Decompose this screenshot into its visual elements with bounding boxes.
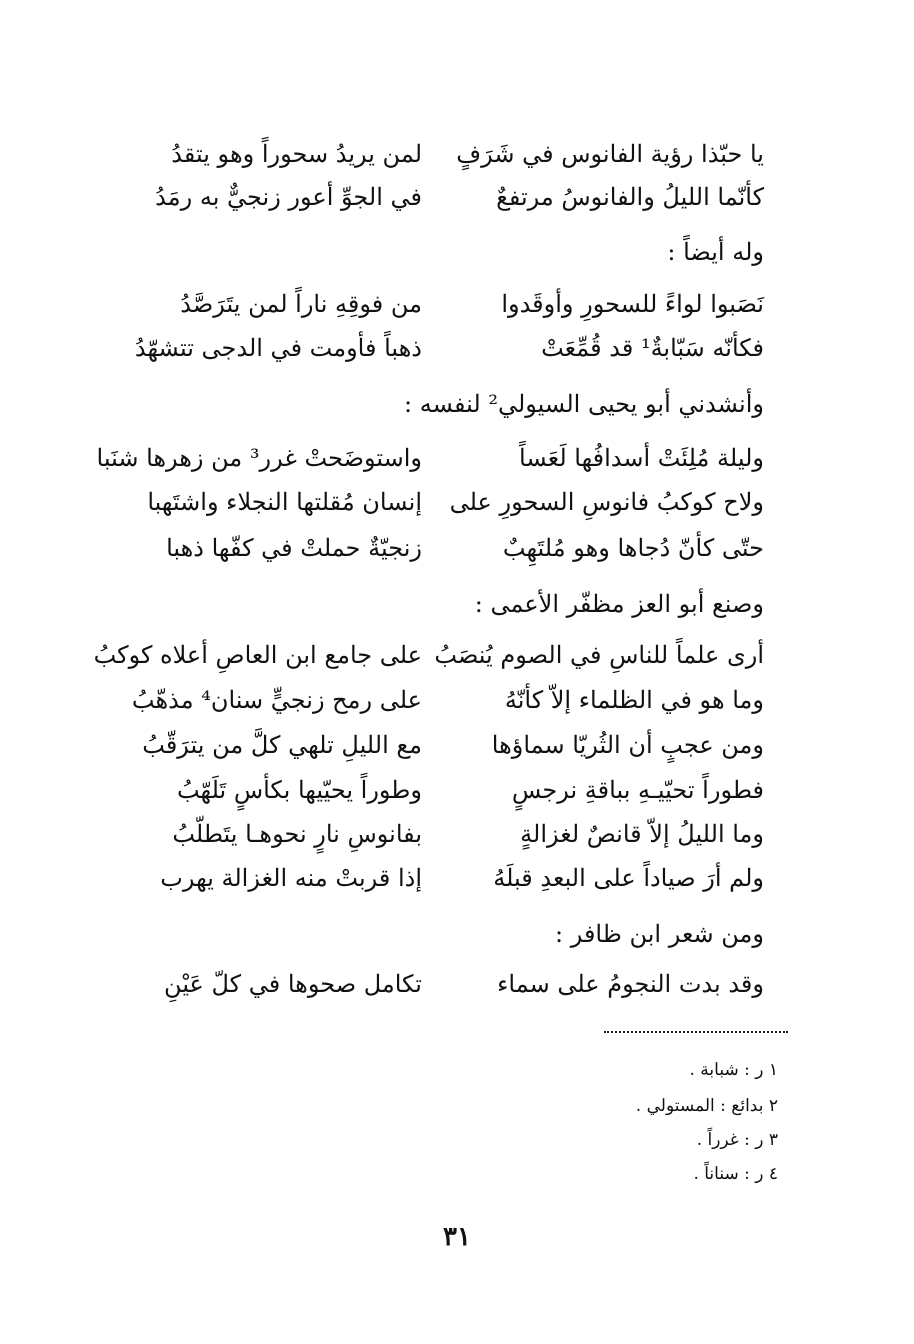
verse-hemistich-right: وقد بدت النجومُ على سماء — [497, 970, 764, 998]
poem-intro: ومن شعر ابن ظافر : — [555, 920, 764, 948]
verse-hemistich-left: لمن يريدُ سحوراً وهو يتقدُ — [171, 140, 422, 168]
page-number: ٣١ — [443, 1222, 471, 1252]
verse-hemistich-right: أرى علماً للناسِ في الصوم يُنصَبُ — [434, 641, 764, 669]
verse-hemistich-right: ولم أرَ صياداً على البعدِ قبلَهُ — [493, 864, 764, 892]
poem-intro: وصنع أبو العز مظفّر الأعمى : — [474, 590, 764, 618]
verse-hemistich-right: وليلة مُلِئَتْ أسدافُها لَعَساً — [519, 444, 764, 472]
footnote: ٣ ر : غرراً . — [696, 1130, 778, 1150]
verse-hemistich-left: بفانوسِ نارٍ نحوهـا يتَطلّبُ — [172, 820, 422, 848]
verse-hemistich-right: ولاح كوكبُ فانوسِ السحورِ على — [449, 488, 764, 516]
verse-hemistich-right: وما هو في الظلماء إلاّ كأنّهُ — [504, 686, 764, 714]
verse-hemistich-left: وطوراً يحيّيها بكأسٍ تَلَهّبُ — [176, 776, 422, 804]
verse-hemistich-right: فكأنّه سَبّابةٌ¹ قد قُمِّعَتْ — [541, 334, 764, 362]
verse-hemistich-left: مع الليلِ تلهي كلَّ من يترَقّبُ — [142, 731, 422, 759]
verse-hemistich-left: إذا قربتْ منه الغزالة يهرب — [160, 864, 422, 892]
footnote: ٤ ر : سناناً . — [693, 1164, 778, 1184]
verse-hemistich-right: يا حبّذا رؤية الفانوس في شَرَفٍ — [456, 140, 764, 168]
verse-hemistich-right: ومن عجبٍ أن الثُريّا سماؤها — [491, 731, 764, 759]
verse-hemistich-left: في الجوِّ أعور زنجيٌّ به رمَدُ — [155, 183, 422, 211]
verse-hemistich-left: واستوضَحتْ غرر³ من زهرها شنَبا — [96, 444, 422, 472]
verse-hemistich-left: ذهباً فأومت في الدجى تتشهّدُ — [134, 334, 422, 362]
verse-hemistich-left: على جامع ابن العاصِ أعلاه كوكبُ — [93, 641, 422, 669]
verse-hemistich-right: كأنّما الليلُ والفانوسُ مرتفعٌ — [496, 183, 764, 211]
verse-hemistich-left: زنجيّةٌ حملتْ في كفّها ذهبا — [166, 534, 422, 562]
verse-hemistich-right: فطوراً تحيّيـهِ بباقةِ نرجسٍ — [511, 776, 764, 804]
footnote: ١ ر : شبابة . — [689, 1060, 778, 1080]
footnote-separator — [604, 1031, 788, 1033]
poem-intro: وله أيضاً : — [667, 238, 764, 266]
verse-hemistich-left: من فوقِهِ ناراً لمن يتَرَصَّدُ — [180, 290, 422, 318]
poem-intro: وأنشدني أبو يحيى السيولي² لنفسه : — [404, 390, 764, 418]
verse-hemistich-right: حتّى كأنّ دُجاها وهو مُلتَهِبٌ — [502, 534, 764, 562]
verse-hemistich-left: إنسان مُقلتها النجلاء واشتَهبا — [147, 488, 422, 516]
verse-hemistich-right: وما الليلُ إلاّ قانصٌ لغزالةٍ — [520, 820, 764, 848]
verse-hemistich-right: نَصَبوا لواءً للسحورِ وأوقَدوا — [501, 290, 764, 318]
verse-hemistich-left: على رمح زنجيٍّ سنان⁴ مذهّبُ — [131, 686, 422, 714]
footnote: ٢ بدائع : المستولي . — [635, 1096, 778, 1116]
verse-hemistich-left: تكامل صحوها في كلّ عَيْنِ — [164, 970, 422, 998]
